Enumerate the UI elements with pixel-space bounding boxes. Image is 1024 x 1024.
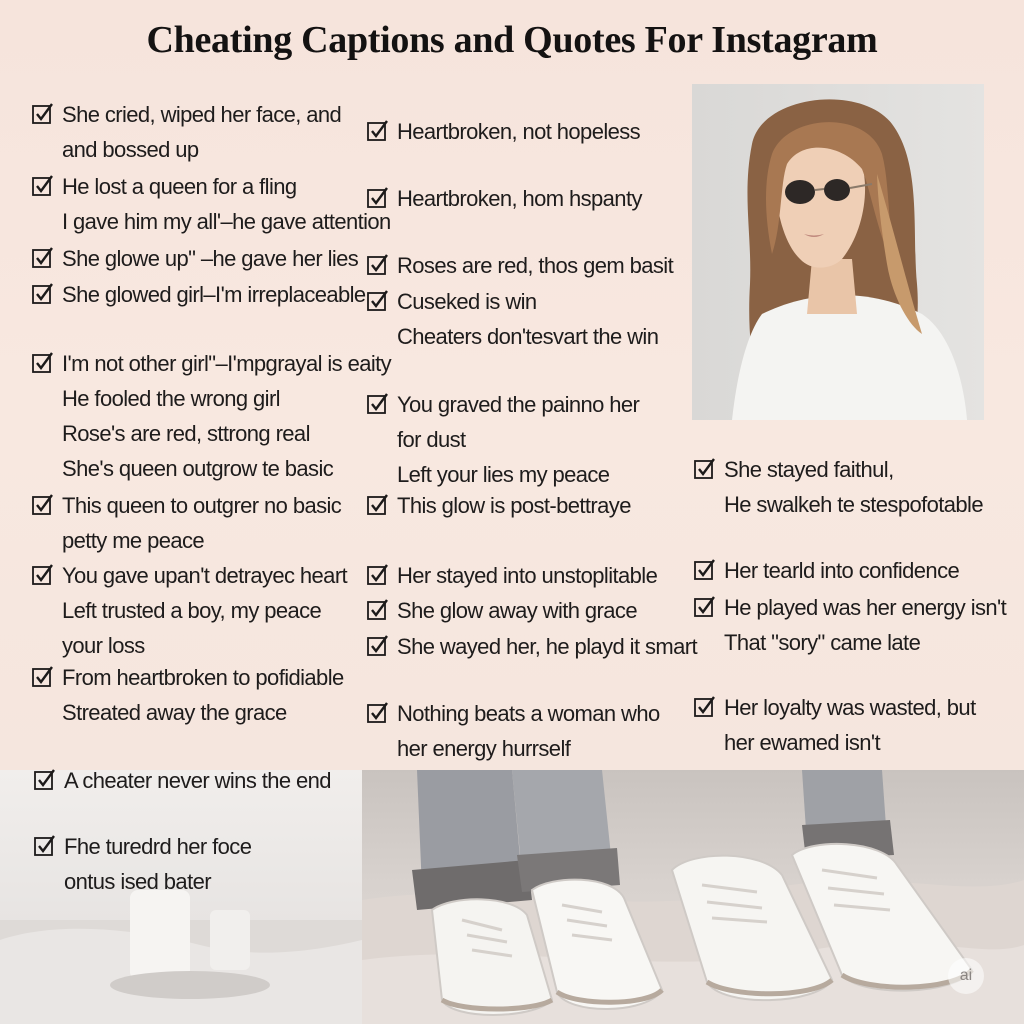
- quote-item: [367, 629, 697, 664]
- quote-line: He lost a queen for a fling: [62, 174, 297, 199]
- checkbox-checked-icon: [367, 254, 389, 276]
- checkbox-checked-icon: [32, 103, 54, 125]
- quote-item: [367, 696, 660, 766]
- quote-item: [32, 346, 391, 486]
- checkbox-checked-icon: [367, 290, 389, 312]
- quote-item: [694, 690, 976, 760]
- quote-item: [367, 248, 673, 283]
- quote-line: Left your lies my peace: [397, 462, 610, 487]
- quote-line: her energy hurrself: [397, 736, 571, 761]
- quote-item: [32, 241, 358, 276]
- quote-line: She stayed faithul,: [724, 457, 894, 482]
- quote-line: She's queen outgrow te basic: [62, 456, 334, 481]
- quote-line: petty me peace: [62, 528, 205, 553]
- quote-item: [367, 488, 631, 523]
- checkbox-checked-icon: [367, 702, 389, 724]
- quote-item: [32, 488, 341, 558]
- page-title: Cheating Captions and Quotes For Instagram: [146, 19, 878, 61]
- quote-line: Rose's are red, sttrong real: [62, 421, 310, 446]
- checkbox-checked-icon: [367, 393, 389, 415]
- checkbox-checked-icon: [367, 599, 389, 621]
- quote-line: He fooled the wrong girl: [62, 386, 280, 411]
- quote-line: She wayed her, he playd it smart: [397, 634, 697, 659]
- quote-line: Streated away the grace: [62, 700, 287, 725]
- quote-line: He played was her energy isn't: [724, 595, 1007, 620]
- quote-line: Her stayed into unstoplitable: [397, 563, 658, 588]
- quote-line: and bossed up: [62, 137, 199, 162]
- ai-badge: ai: [948, 958, 984, 994]
- quote-item: [367, 558, 657, 593]
- quote-item: [694, 452, 983, 522]
- checkbox-checked-icon: [32, 175, 54, 197]
- checkbox-checked-icon: [367, 494, 389, 516]
- checkbox-checked-icon: [694, 458, 716, 480]
- quote-line: Nothing beats a woman who: [397, 701, 660, 726]
- quote-line: I gave him my all'–he gave attention: [62, 209, 391, 234]
- quote-line: Fhe turedrd her foce: [64, 834, 252, 859]
- quote-item: [32, 277, 366, 312]
- quote-line: A cheater never wins the end: [64, 768, 331, 793]
- checkbox-checked-icon: [32, 564, 54, 586]
- quote-line: Cheaters don'tesvart the win: [397, 324, 659, 349]
- quote-line: This queen to outgrer no basic: [62, 493, 342, 518]
- quote-line: That "sory" came late: [724, 630, 921, 655]
- quote-line: her ewamed isn't: [724, 730, 881, 755]
- quote-line: She glow away with grace: [397, 598, 637, 623]
- checkbox-checked-icon: [32, 494, 54, 516]
- quote-line: for dust: [397, 427, 466, 452]
- checkbox-checked-icon: [367, 187, 389, 209]
- checkbox-checked-icon: [34, 835, 56, 857]
- quote-line: Heartbroken, hom hspanty: [397, 186, 642, 211]
- quote-line: ontus ised bater: [64, 869, 211, 894]
- quote-line: This glow is post-bettraye: [397, 493, 631, 518]
- quote-item: [367, 181, 642, 216]
- quote-item: [34, 763, 331, 798]
- quote-line: She glowed girl–I'm irreplaceable: [62, 282, 366, 307]
- quote-line: You gave upan't detrayec heart: [62, 563, 348, 588]
- quote-item: [34, 829, 251, 899]
- checkbox-checked-icon: [367, 564, 389, 586]
- quote-item: [367, 593, 637, 628]
- quote-item: [32, 660, 344, 730]
- quote-line: Roses are red, thos gem basit: [397, 253, 674, 278]
- quote-line: Her loyalty was wasted, but: [724, 695, 976, 720]
- quote-line: your loss: [62, 633, 145, 658]
- checkbox-checked-icon: [694, 596, 716, 618]
- woman-photo: [692, 84, 984, 420]
- quote-line: I'm not other girl"–I'mpgrayal is eaity: [62, 351, 392, 376]
- checkbox-checked-icon: [32, 666, 54, 688]
- quote-line: She cried, wiped her face, and: [62, 102, 342, 127]
- quote-item: [367, 284, 658, 354]
- checkbox-checked-icon: [367, 120, 389, 142]
- quote-line: Left trusted a boy, my peace: [62, 598, 322, 623]
- quote-item: [32, 169, 391, 239]
- quote-line: You graved the painno her: [397, 392, 640, 417]
- checkbox-checked-icon: [32, 352, 54, 374]
- quote-line: Heartbroken, not hopeless: [397, 119, 641, 144]
- quote-item: [367, 114, 640, 149]
- quote-line: Her tearld into confidence: [724, 558, 960, 583]
- quote-line: He swalkeh te stespofotable: [724, 492, 983, 517]
- checkbox-checked-icon: [32, 247, 54, 269]
- quote-item: [694, 553, 959, 588]
- quote-item: [367, 387, 639, 492]
- checkbox-checked-icon: [694, 559, 716, 581]
- quote-line: She glowe up" –he gave her lies: [62, 246, 359, 271]
- quote-item: [32, 558, 347, 663]
- checkbox-checked-icon: [32, 283, 54, 305]
- quote-item: [32, 97, 341, 167]
- quote-line: From heartbroken to pofidiable: [62, 665, 344, 690]
- checkbox-checked-icon: [367, 635, 389, 657]
- checkbox-checked-icon: [694, 696, 716, 718]
- quote-item: [694, 590, 1006, 660]
- quote-line: Cuseked is win: [397, 289, 537, 314]
- sneakers-photo: [362, 770, 1024, 1024]
- checkbox-checked-icon: [34, 769, 56, 791]
